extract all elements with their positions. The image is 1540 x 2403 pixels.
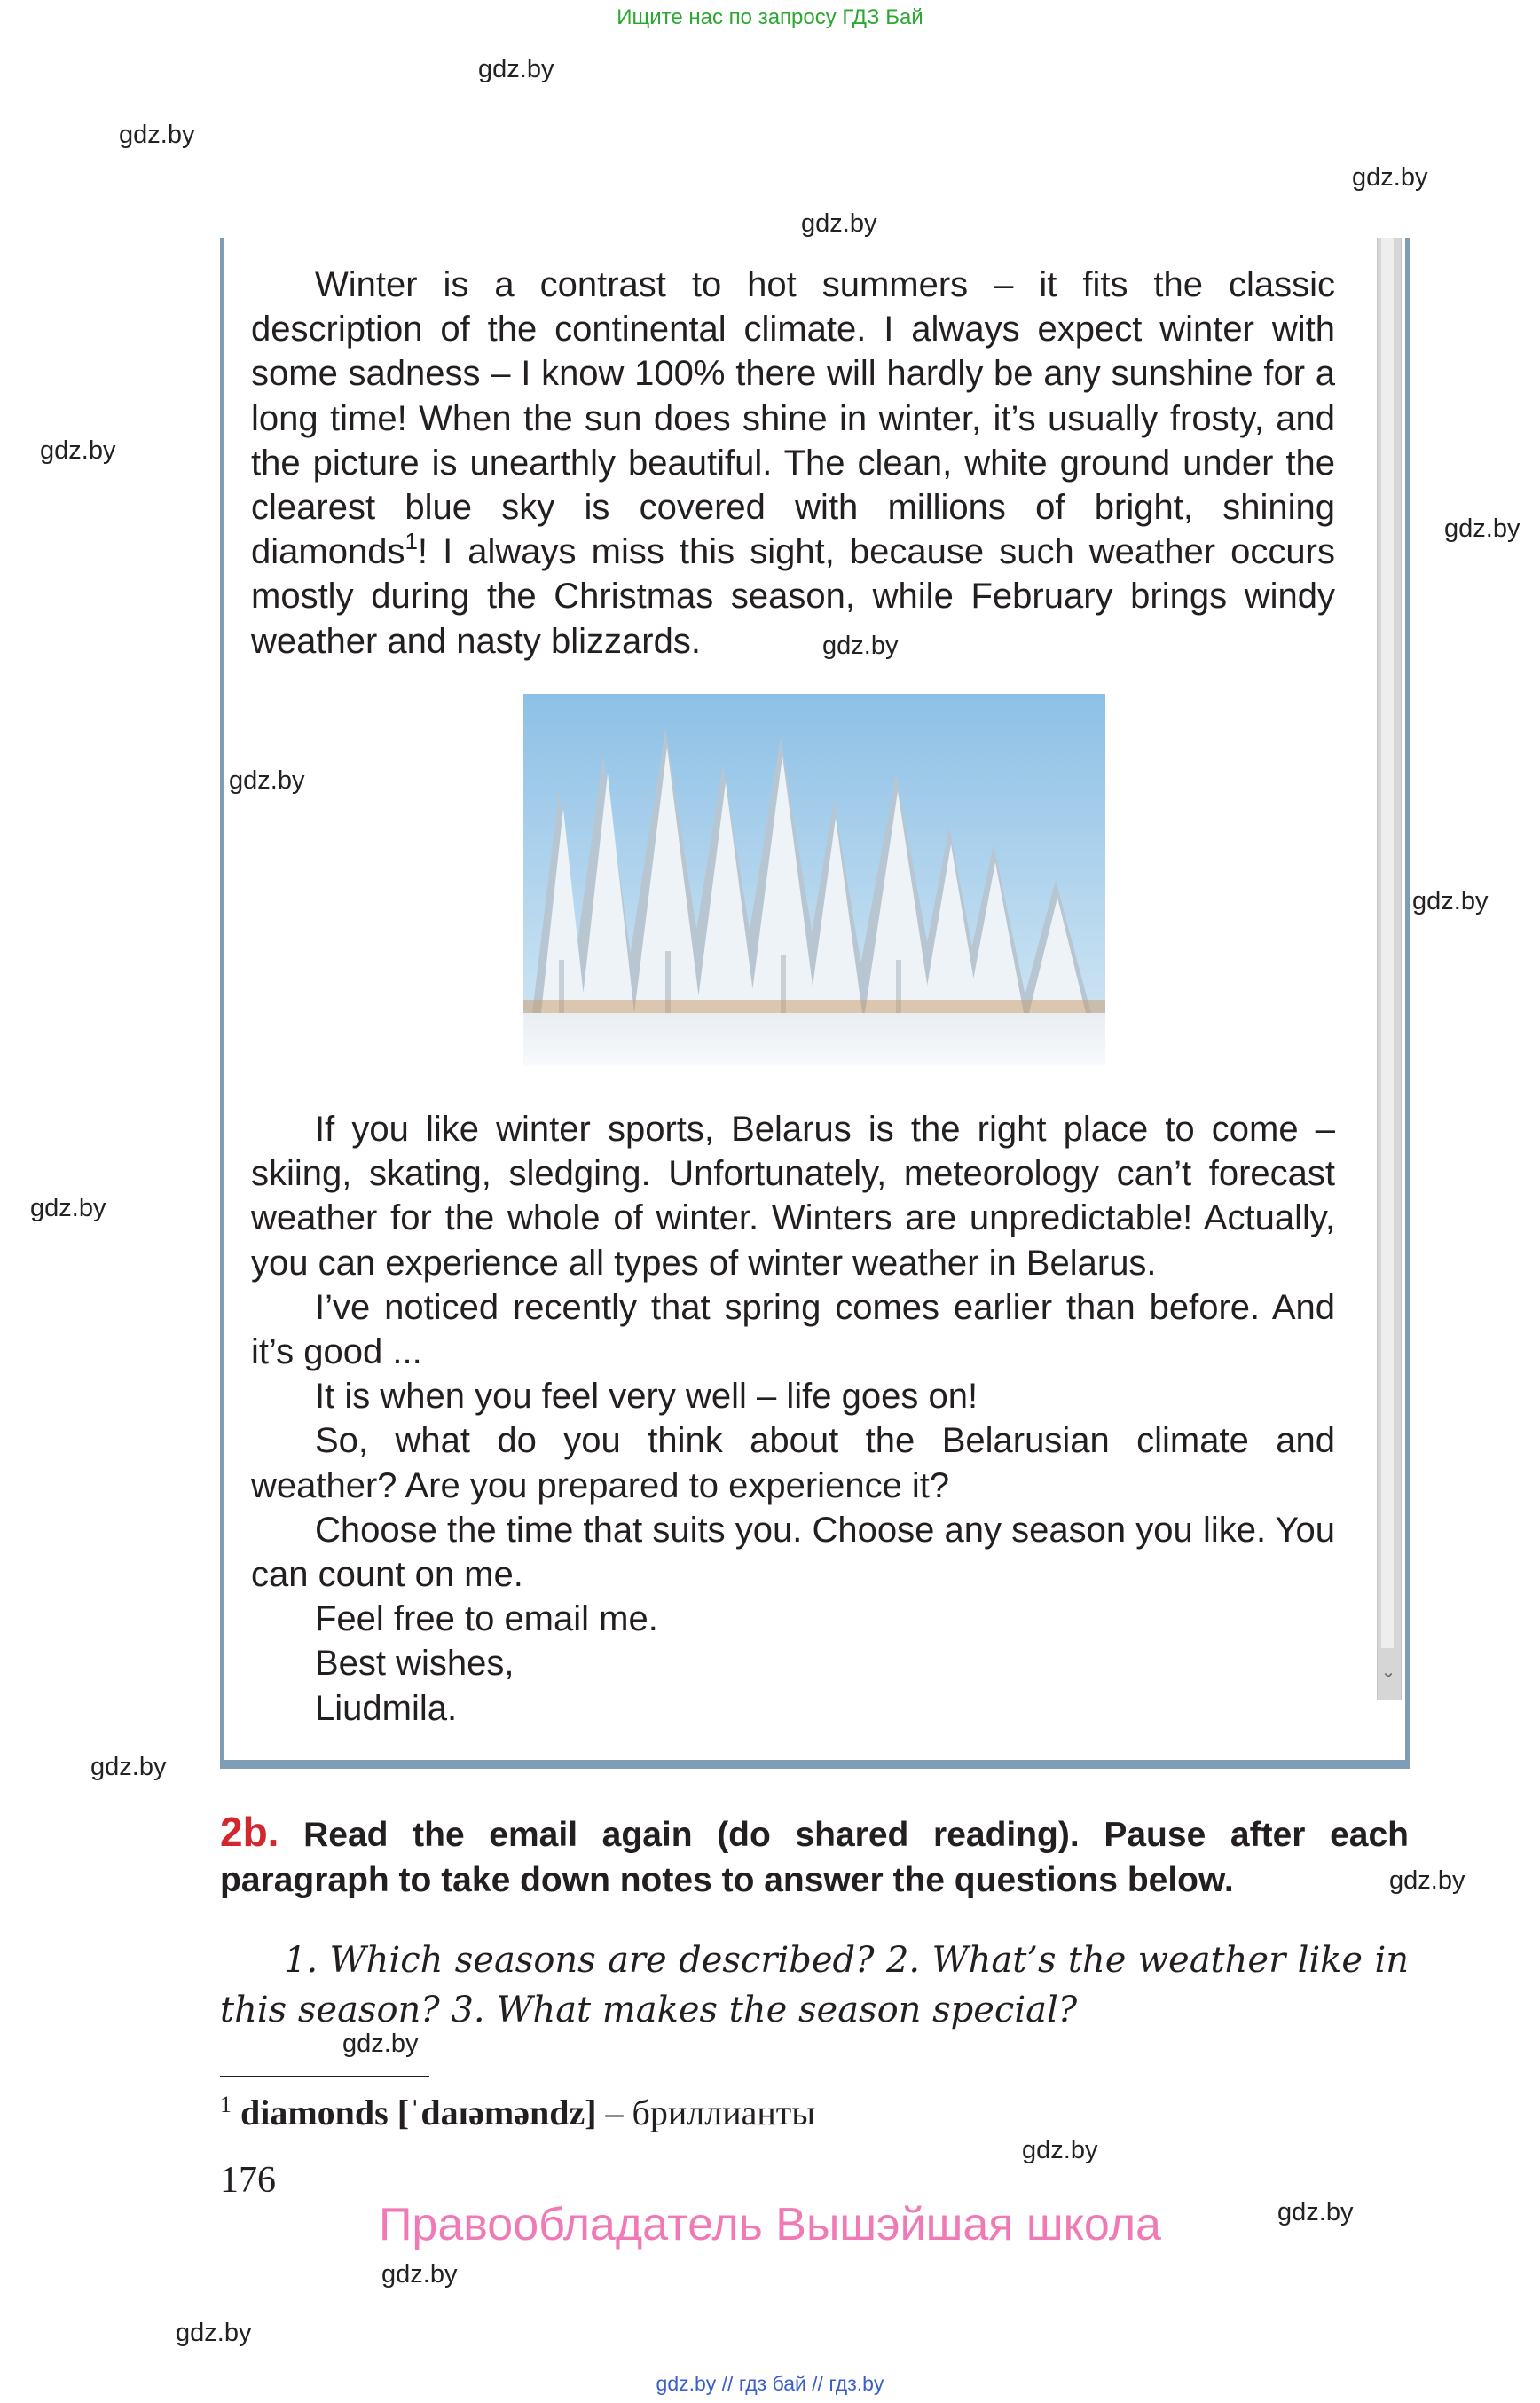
copyright-notice: Правообладатель Вышэйшая школа (379, 2199, 1161, 2250)
task-2b (220, 1810, 1409, 1903)
email-paragraph-1: Winter is a contrast to hot summers – it fits the classic description of the continental climate. I always expect winter with some sadness – I know 100% there will hardly be any sunshine for a long time! When the sun does shine in winter, it’s usually frosty, and the picture is unearthly beautiful. The clean, white ground under the clearest blue sky is covered with millions of bright, shining diamonds$^1$! I always miss this sight, because such weather occurs mostly during the Christmas season, while February brings windy weather and nasty blizzards. (251, 265, 1335, 661)
watermark: gdz.by (40, 436, 116, 465)
watermark: gdz.by (1022, 2136, 1098, 2164)
footnote-divider (220, 2076, 429, 2077)
watermark: gdz.by (229, 766, 305, 795)
watermark: gdz.by (478, 55, 554, 83)
task-instruction: Read the email again (do shared reading). Pause after each paragraph to take down notes to answer the questions below. (220, 1816, 1409, 1899)
footnote: $^1$ diamonds [ˈdaɪəməndz] – бриллианты (220, 2092, 816, 2132)
watermark: gdz.by (1389, 1866, 1465, 1895)
scroll-down-arrow-icon[interactable]: ⌄ (1380, 1662, 1396, 1682)
watermark: gdz.by (822, 632, 899, 660)
watermark: gdz.by (90, 1753, 167, 1781)
email-paragraph-3: I’ve noticed recently that spring comes earlier than before. And it’s good ... (251, 1287, 1335, 1372)
watermark: gdz.by (1352, 163, 1428, 192)
footnote-translation: – бриллианты (605, 2093, 816, 2132)
email-text-continued (251, 1107, 1335, 1731)
watermark: gdz.by (381, 2260, 458, 2289)
footnote-transcription: [ˈdaɪəməndz] (397, 2093, 597, 2132)
email-paragraph-7: Feel free to email me. (315, 1599, 658, 1639)
scrollbar-thumb[interactable] (1381, 238, 1394, 1648)
email-paragraph-5: So, what do you think about the Belarusian climate and weather? Are you prepared to experience it? (251, 1421, 1335, 1505)
footnote-word: diamonds (240, 2093, 389, 2132)
top-search-hint[interactable]: Ищите нас по запросу ГДЗ Бай (617, 5, 923, 29)
email-paragraph-6: Choose the time that suits you. Choose any season you like. You can count on me. (251, 1510, 1335, 1595)
footer-links[interactable]: gdz.by // гдз бай // гдз.by (656, 2372, 884, 2395)
winter-forest-photo (523, 694, 1105, 1066)
task-questions: 1. Which seasons are described? 2. What’s the weather like in this season? 3. What makes the season special? (220, 1940, 1409, 2030)
watermark: gdz.by (30, 1194, 106, 1222)
watermark: gdz.by (1444, 514, 1520, 543)
watermark: gdz.by (176, 2319, 252, 2347)
email-paragraph-2: If you like winter sports, Belarus is the right place to come – skiing, skating, sledging. Unfortunately, meteorology can’t forecast weather for the whole of winter. Winters are unpredictable! Actually, you can experience all types of winter weather in Belarus. (251, 1110, 1335, 1283)
watermark: gdz.by (801, 209, 877, 238)
task-number: 2b. (220, 1809, 279, 1855)
email-closing: Best wishes, (315, 1644, 515, 1684)
email-signature: Liudmila. (315, 1688, 458, 1728)
email-window-right-border (1405, 238, 1410, 1769)
email-paragraph-4: It is when you feel very well – life goes on! (315, 1377, 978, 1417)
watermark: gdz.by (1412, 887, 1489, 915)
page-number: 176 (220, 2160, 276, 2201)
watermark: gdz.by (1277, 2198, 1354, 2226)
watermark: gdz.by (342, 2030, 419, 2058)
watermark: gdz.by (119, 121, 195, 149)
